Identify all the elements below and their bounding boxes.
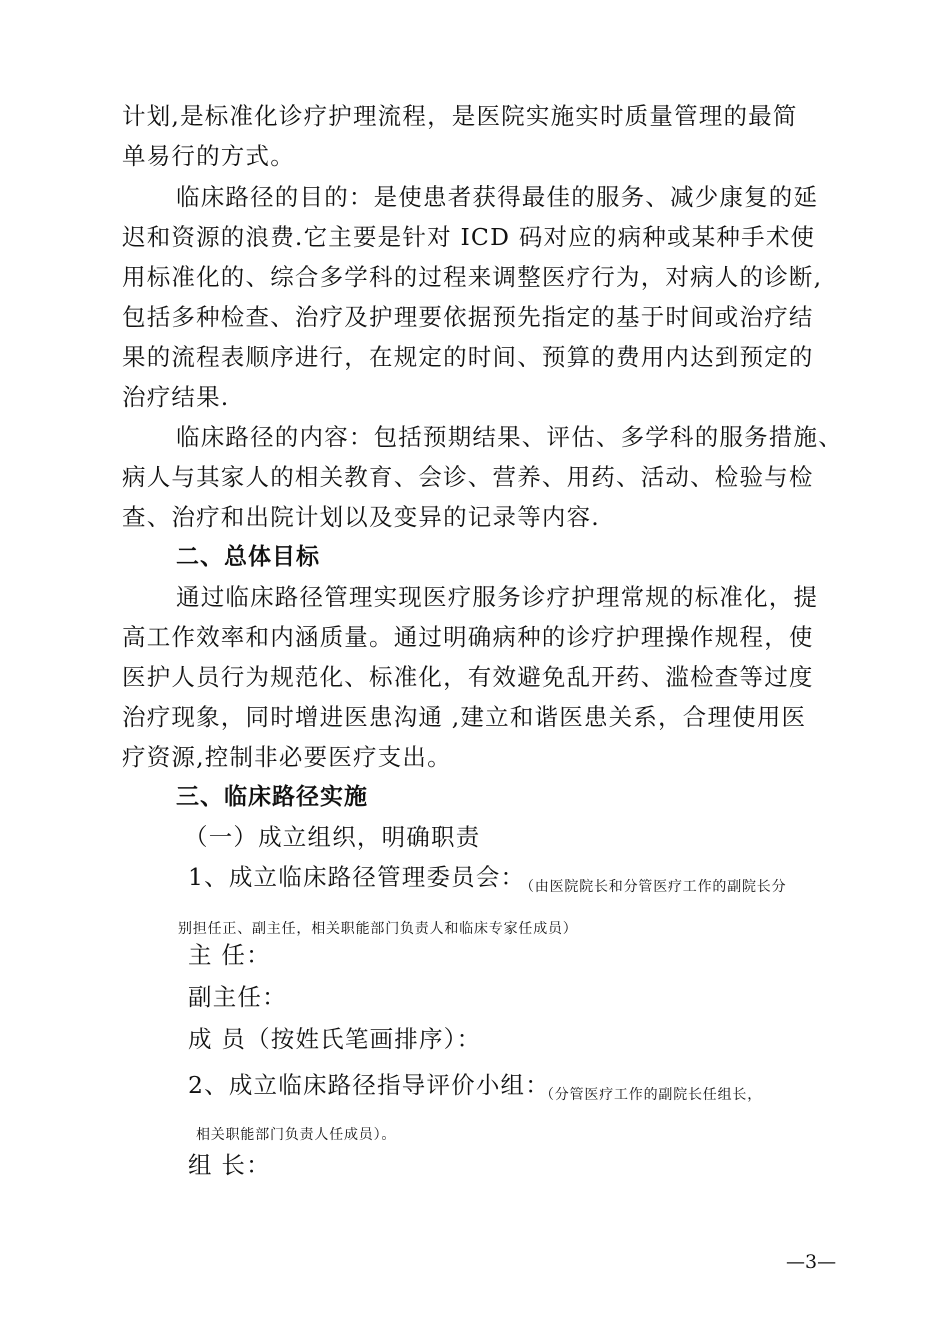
list-item-title: 1、成立临床路径管理委员会： — [188, 863, 526, 891]
list-item-note: （分管医疗工作的副院长任组长， — [540, 1087, 762, 1103]
body-text-line: 疗资源,控制非必要医疗支出。 — [122, 743, 452, 771]
role-field: 成 员（按姓氏笔画排序）： — [188, 1025, 482, 1053]
list-item-note: 别担任正、副主任，相关职能部门负责人和临床专家任成员） — [178, 921, 578, 937]
body-text-line: 临床路径的内容：包括预期结果、评估、多学科的服务措施、 — [176, 423, 843, 451]
subsection-heading: （一）成立组织，明确职责 — [184, 823, 481, 851]
body-text-line: 治疗结果. — [122, 383, 230, 411]
body-text-line: 单易行的方式。 — [122, 142, 295, 170]
body-text-line: 通过临床路径管理实现医疗服务诊疗护理常规的标准化，提 — [176, 583, 819, 611]
body-text-line: 病人与其家人的相关教育、会诊、营养、用药、活动、检验与检 — [122, 463, 814, 491]
body-text-line: 查、治疗和出院计划以及变异的记录等内容. — [122, 503, 600, 531]
body-text-line: 临床路径的目的：是使患者获得最佳的服务、减少康复的延 — [176, 183, 819, 211]
body-text-line: 高工作效率和内涵质量。通过明确病种的诊疗护理操作规程，使 — [122, 623, 814, 651]
body-text-line: 医护人员行为规范化、标准化，有效避免乱开药、滥检查等过度 — [122, 663, 814, 691]
role-field: 副主任： — [188, 983, 287, 1011]
role-field: 组 长： — [188, 1151, 271, 1179]
body-text-line: 迟和资源的浪费.它主要是针对 ICD 码对应的病种或某种手术使 — [122, 223, 816, 251]
section-heading: 二、总体目标 — [176, 544, 320, 570]
role-field: 主 任： — [188, 941, 271, 969]
body-text-line: 用标准化的、综合多学科的过程来调整医疗行为，对病人的诊断, — [122, 263, 823, 291]
section-heading: 三、临床路径实施 — [176, 784, 368, 810]
body-text-line: 果的流程表顺序进行，在规定的时间、预算的费用内达到预定的 — [122, 343, 814, 371]
body-text-line: 计划,是标准化诊疗护理流程，是医院实施实时质量管理的最简 — [122, 102, 798, 130]
page-number: —3— — [786, 1251, 837, 1273]
body-text-line: 包括多种检查、治疗及护理要依据预先指定的基于时间或治疗结 — [122, 303, 814, 331]
list-item-title: 2、成立临床路径指导评价小组： — [188, 1071, 550, 1099]
body-text-line: 治疗现象，同时增进医患沟通 ,建立和谐医患关系，合理使用医 — [122, 703, 807, 731]
list-item-note: 相关职能部门负责人任成员）。 — [196, 1127, 397, 1143]
list-item-note: （由医院院长和分管医疗工作的副院长分 — [520, 879, 787, 895]
